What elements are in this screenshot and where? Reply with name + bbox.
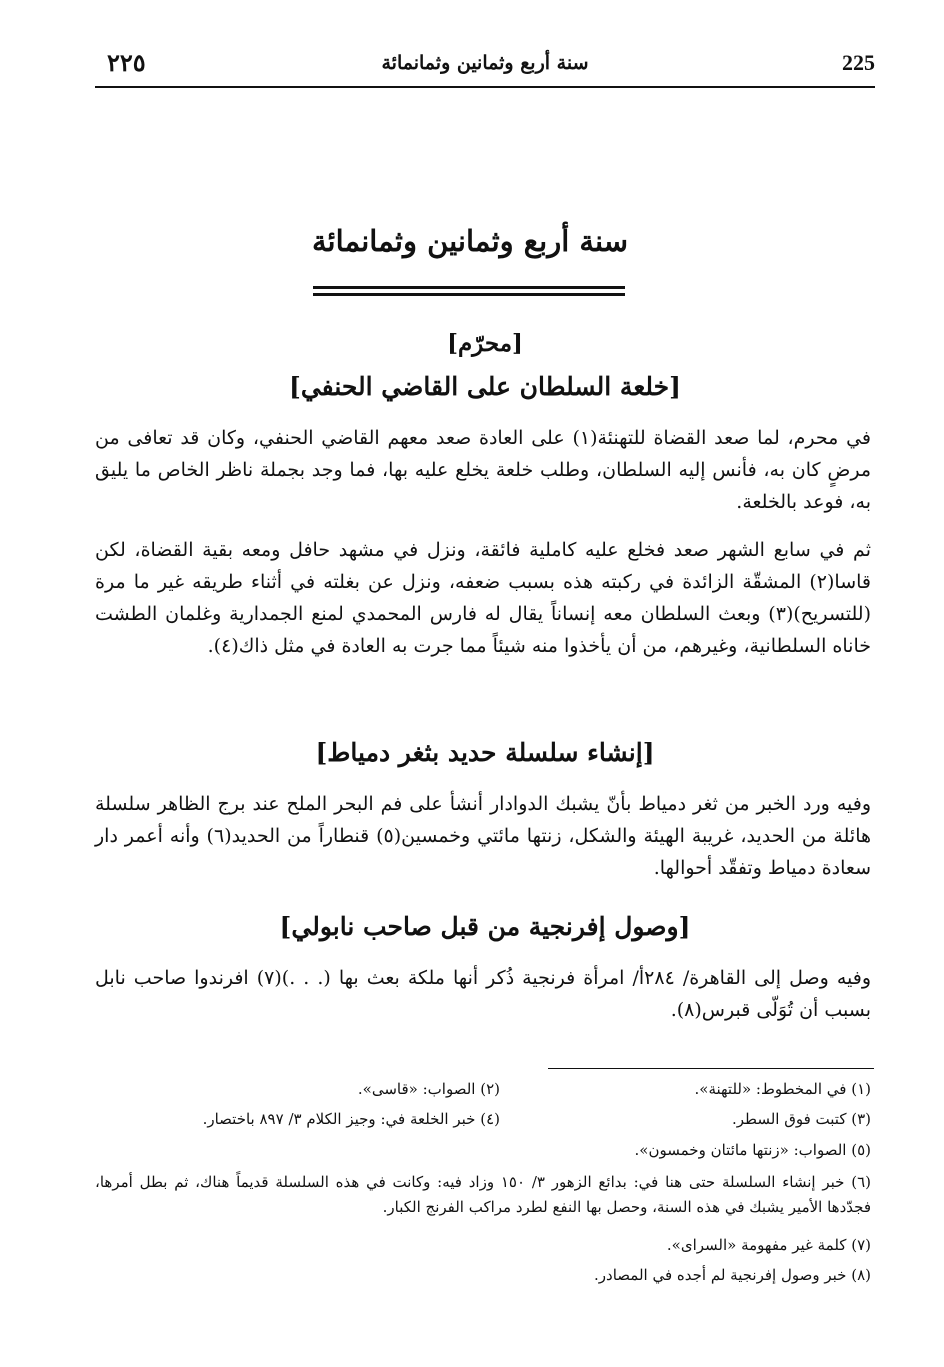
section-heading: [خلعة السلطان على القاضي الحنفي] <box>289 372 681 401</box>
footnote: (٣) كتبت فوق السطر. <box>731 1110 871 1128</box>
section-heading: [وصول إفرنجية من قبل صاحب نابولي] <box>279 912 691 941</box>
section-heading: [إنشاء سلسلة حديد بثغر دمياط] <box>315 738 655 767</box>
title-rule-top <box>313 286 625 289</box>
footnote: (٨) خبر وصول إفرنجية لم أجده في المصادر. <box>594 1266 871 1284</box>
footnote: (٢) الصواب: «قاسى». <box>357 1080 500 1098</box>
footnote: (٤) خبر الخلعة في: وجيز الكلام ٣/ ٨٩٧ باختصار. <box>202 1110 500 1128</box>
footnote: (٧) كلمة غير مفهومة «السراى». <box>666 1236 871 1254</box>
footnote: (٥) الصواب: «زنتها مائتان وخمسون». <box>634 1141 871 1159</box>
paragraph: ثم في سابع الشهر صعد فخلع عليه كاملية فائقة، ونزل في مشهد حافل ومعه بقية القضاة، لكن قاسا(٢) المشقّة الزائدة في ركبته هذه بسبب ضعفه، ونزل عن بغلته في أثناء طريقه غير ما مرة (للتسريح)(٣) وبعث السلطان معه إنساناً يقال له فارس المحمدي لمنع الجمدارية وغلمان الطشت خاناه السلطانية، وغيرهم، من أن يأخذوا منه شيئاً مما جرت به العادة في مثل ذاك(٤). <box>95 539 871 657</box>
paragraph: في محرم، لما صعد القضاة للتهنئة(١) على العادة صعد معهم القاضي الحنفي، وكان قد تعافى من مرضٍ كان به، فأنس إليه السلطان، وطلب خلعة يخلع عليه بها، فما وجد بجملة ناظر الخاص ما يليق به، فوعد بالخلعة. <box>95 427 871 513</box>
page-number-arabic: ٢٢٥ <box>107 48 146 77</box>
page-header <box>95 44 875 88</box>
chapter-title: سنة أربع وثمانين وثمانمائة <box>312 224 628 258</box>
paragraph: وفيه ورد الخبر من ثغر دمياط بأنّ يشبك الدوادار أنشأ على فم البحر الملح عند برج الظاهر سلسلة هائلة من الحديد، غريبة الهيئة والشكل، زنتها مائتي وخمسين(٥) قنطاراً من الحديد(٦) وأنه أعمر دار سعادة دمياط وتفقّد أحوالها. <box>95 793 872 879</box>
month-heading: [محرّم] <box>447 330 523 357</box>
paragraph: وفيه وصل إلى القاهرة/ ٢٨٤أ/ امرأة فرنجية ذُكر أنها ملكة بعث بها (. . .)(٧) افرندوا صاحب نابل بسبب أن تُوَلّى قبرس(٨). <box>95 967 872 1021</box>
running-title: سنة أربع وثمانين وثمانمائة <box>381 52 589 74</box>
footnote: (٦) خبر إنشاء السلسلة حتى هنا في: بدائع الزهور ٣/ ١٥٠ وزاد فيه: وكانت في هذه السلسلة قديماً هناك، ثم بطل أمرها، فجدّدها الأمير يشبك في هذه السنة، وحصل بها النفع لطرد مراكب الفرنج الكبار. <box>95 1173 871 1216</box>
footnote-rule <box>548 1068 874 1069</box>
footnote: (١) في المخطوط: «للتهنة». <box>694 1080 871 1098</box>
page-number-latin: 225 <box>842 50 875 75</box>
title-rule-bottom <box>313 293 625 296</box>
